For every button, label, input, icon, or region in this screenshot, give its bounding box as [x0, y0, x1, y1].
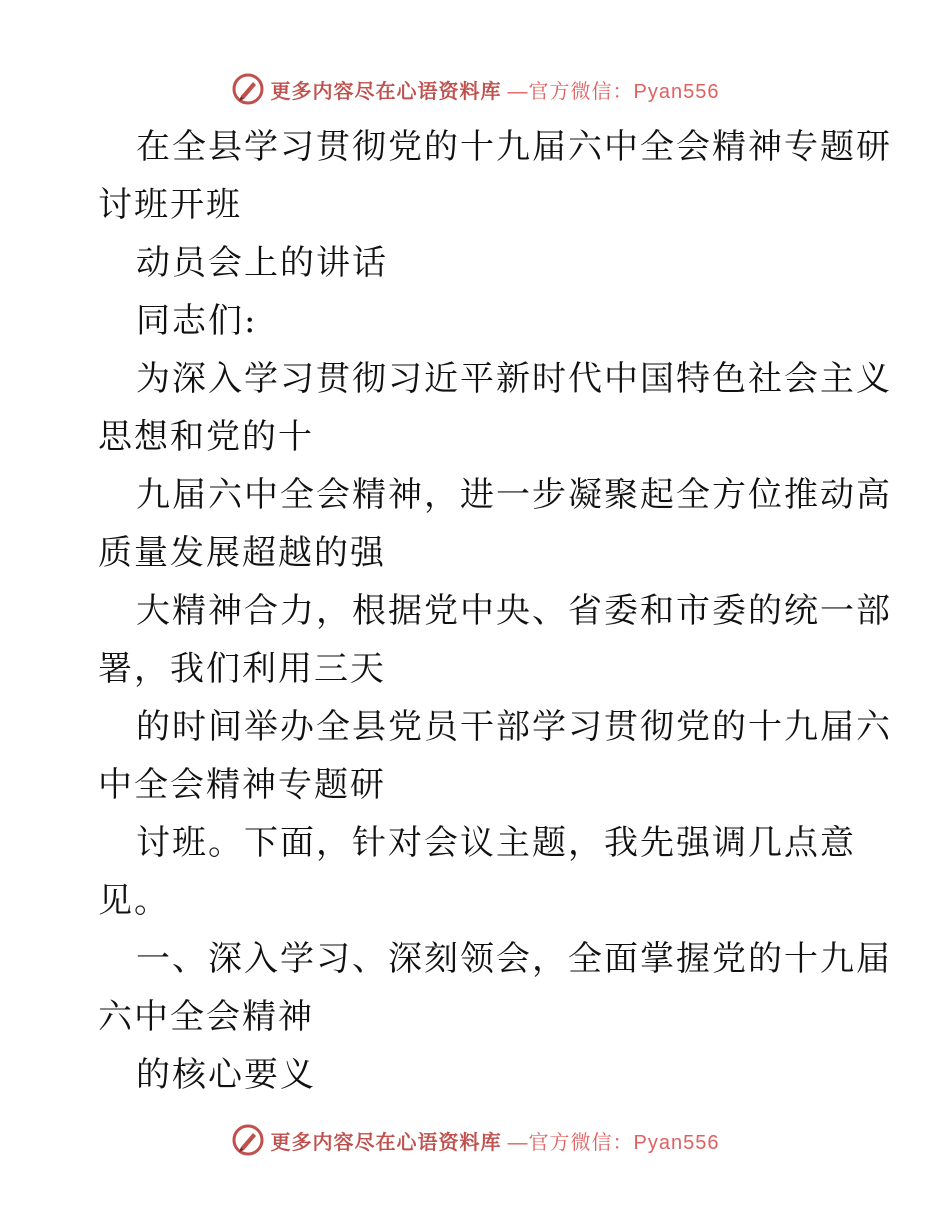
text-line: 在全县学习贯彻党的十九届六中全会精神专题研	[136, 127, 892, 167]
text-line: 的时间举办全县党员干部学习贯彻党的十九届六	[136, 707, 892, 747]
text-line: 思想和党的十	[98, 417, 314, 457]
watermark-contact-text: —官方微信：Pyan556	[507, 80, 720, 103]
text-line: 九届六中全会精神，进一步凝聚起全方位推动高	[136, 475, 892, 515]
text-line: 质量发展超越的强	[98, 533, 386, 573]
text-line: 讨班开班	[98, 185, 242, 225]
document-body	[98, 118, 892, 1104]
text-line: 一、深入学习、深刻领会，全面掌握党的十九届	[136, 939, 892, 979]
text-line: 讨班。下面，针对会议主题，我先强调几点意	[136, 823, 856, 863]
text-line: 动员会上的讲话	[136, 243, 388, 283]
text-line: 大精神合力，根据党中央、省委和市委的统一部	[136, 591, 892, 631]
text-line: 的核心要义	[136, 1055, 316, 1095]
watermark-banner-top	[0, 72, 950, 106]
text-line: 六中全会精神	[98, 997, 314, 1037]
pen-in-circle-icon	[231, 72, 265, 106]
text-line: 中全会精神专题研	[98, 765, 386, 805]
watermark-brand-text: 更多内容尽在心语资料库	[270, 1129, 502, 1154]
text-line: 见。	[98, 881, 170, 921]
watermark-banner-bottom	[0, 1123, 950, 1157]
text-line: 署，我们利用三天	[98, 649, 386, 689]
watermark-contact-text: —官方微信：Pyan556	[507, 1131, 720, 1154]
pen-in-circle-icon	[231, 1123, 265, 1157]
text-line: 同志们:	[136, 301, 258, 341]
watermark-brand-text: 更多内容尽在心语资料库	[270, 78, 502, 103]
text-line: 为深入学习贯彻习近平新时代中国特色社会主义	[136, 359, 892, 399]
